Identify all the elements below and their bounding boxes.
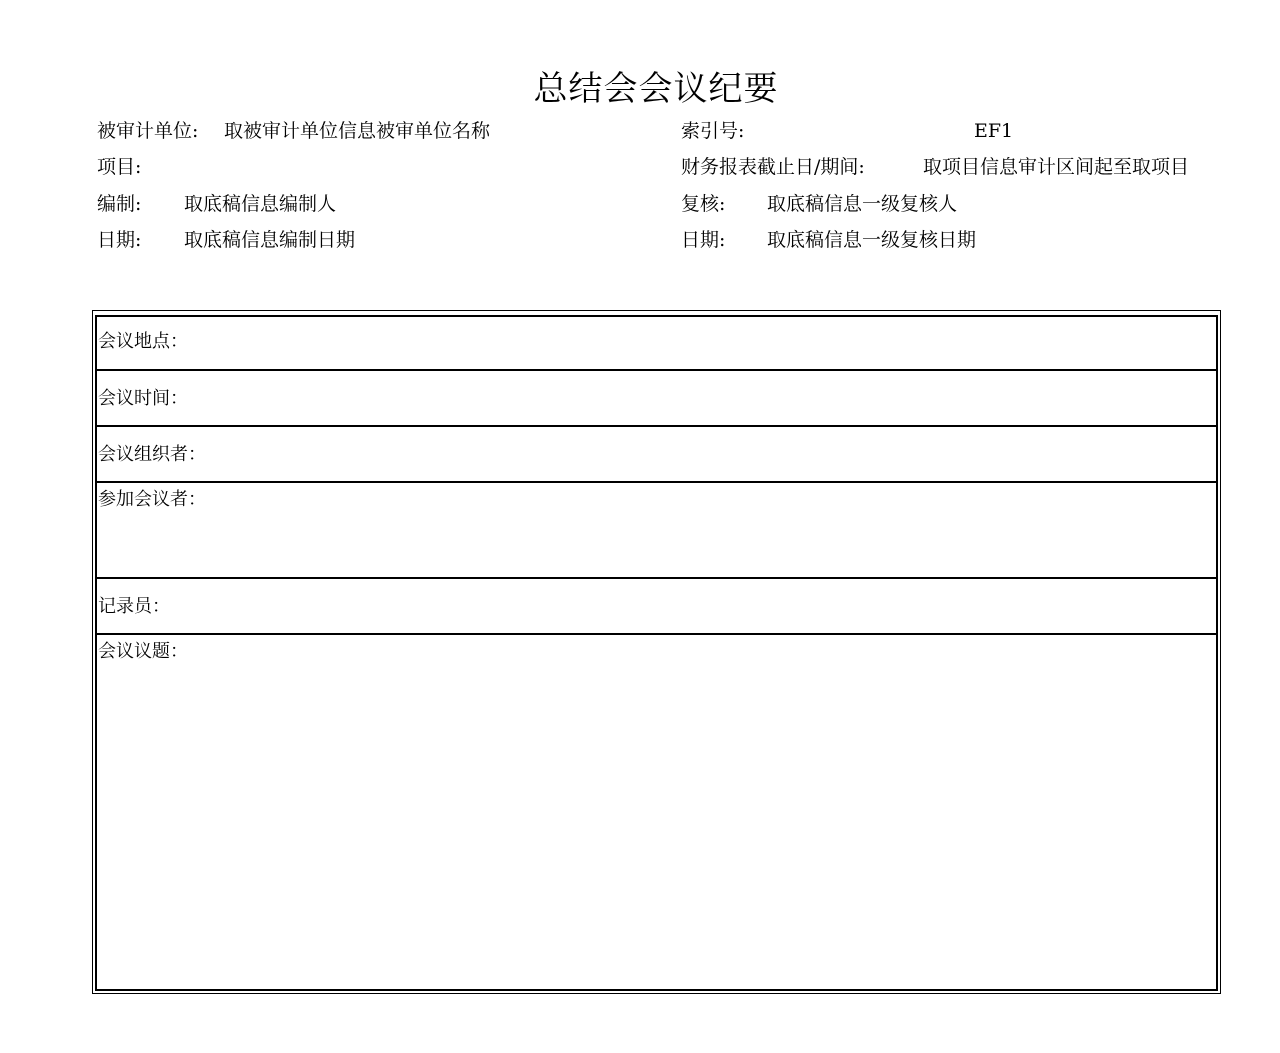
review-date-label: 日期: bbox=[681, 229, 726, 251]
meta-row-dates bbox=[0, 226, 1280, 254]
meeting-location-label: 会议地点： bbox=[98, 331, 188, 352]
project-label: 项目: bbox=[97, 156, 142, 178]
meta-row-audited-unit bbox=[0, 117, 1280, 145]
recorder-label: 记录员： bbox=[98, 596, 170, 617]
meeting-topics-label: 会议议题： bbox=[98, 641, 188, 662]
meta-row-preparer bbox=[0, 190, 1280, 218]
reviewer-value: 取底稿信息一级复核人 bbox=[767, 193, 958, 215]
audited-unit-label: 被审计单位: bbox=[97, 120, 199, 142]
index-value: EF1 bbox=[974, 120, 1014, 142]
form-inner-border bbox=[95, 315, 1218, 991]
period-value: 取项目信息审计区间起至取项目 bbox=[923, 156, 1190, 178]
period-label: 财务报表截止日/期间: bbox=[681, 156, 865, 178]
row-divider bbox=[95, 577, 1218, 579]
review-date-value: 取底稿信息一级复核日期 bbox=[767, 229, 977, 251]
audited-unit-value: 取被审计单位信息被审单位名称 bbox=[224, 120, 491, 142]
row-divider bbox=[95, 425, 1218, 427]
preparer-value: 取底稿信息编制人 bbox=[184, 193, 337, 215]
row-divider bbox=[95, 369, 1218, 371]
meeting-organizer-label: 会议组织者： bbox=[98, 444, 206, 465]
meeting-time-label: 会议时间： bbox=[98, 388, 188, 409]
document-title: 总结会会议纪要 bbox=[533, 69, 779, 109]
participants-label: 参加会议者： bbox=[98, 489, 206, 510]
reviewer-label: 复核: bbox=[681, 193, 726, 215]
preparer-label: 编制: bbox=[97, 193, 142, 215]
prep-date-value: 取底稿信息编制日期 bbox=[184, 229, 356, 251]
index-label: 索引号: bbox=[681, 120, 745, 142]
row-divider bbox=[95, 481, 1218, 483]
meta-row-project bbox=[0, 153, 1280, 181]
row-divider bbox=[95, 633, 1218, 635]
prep-date-label: 日期: bbox=[97, 229, 142, 251]
